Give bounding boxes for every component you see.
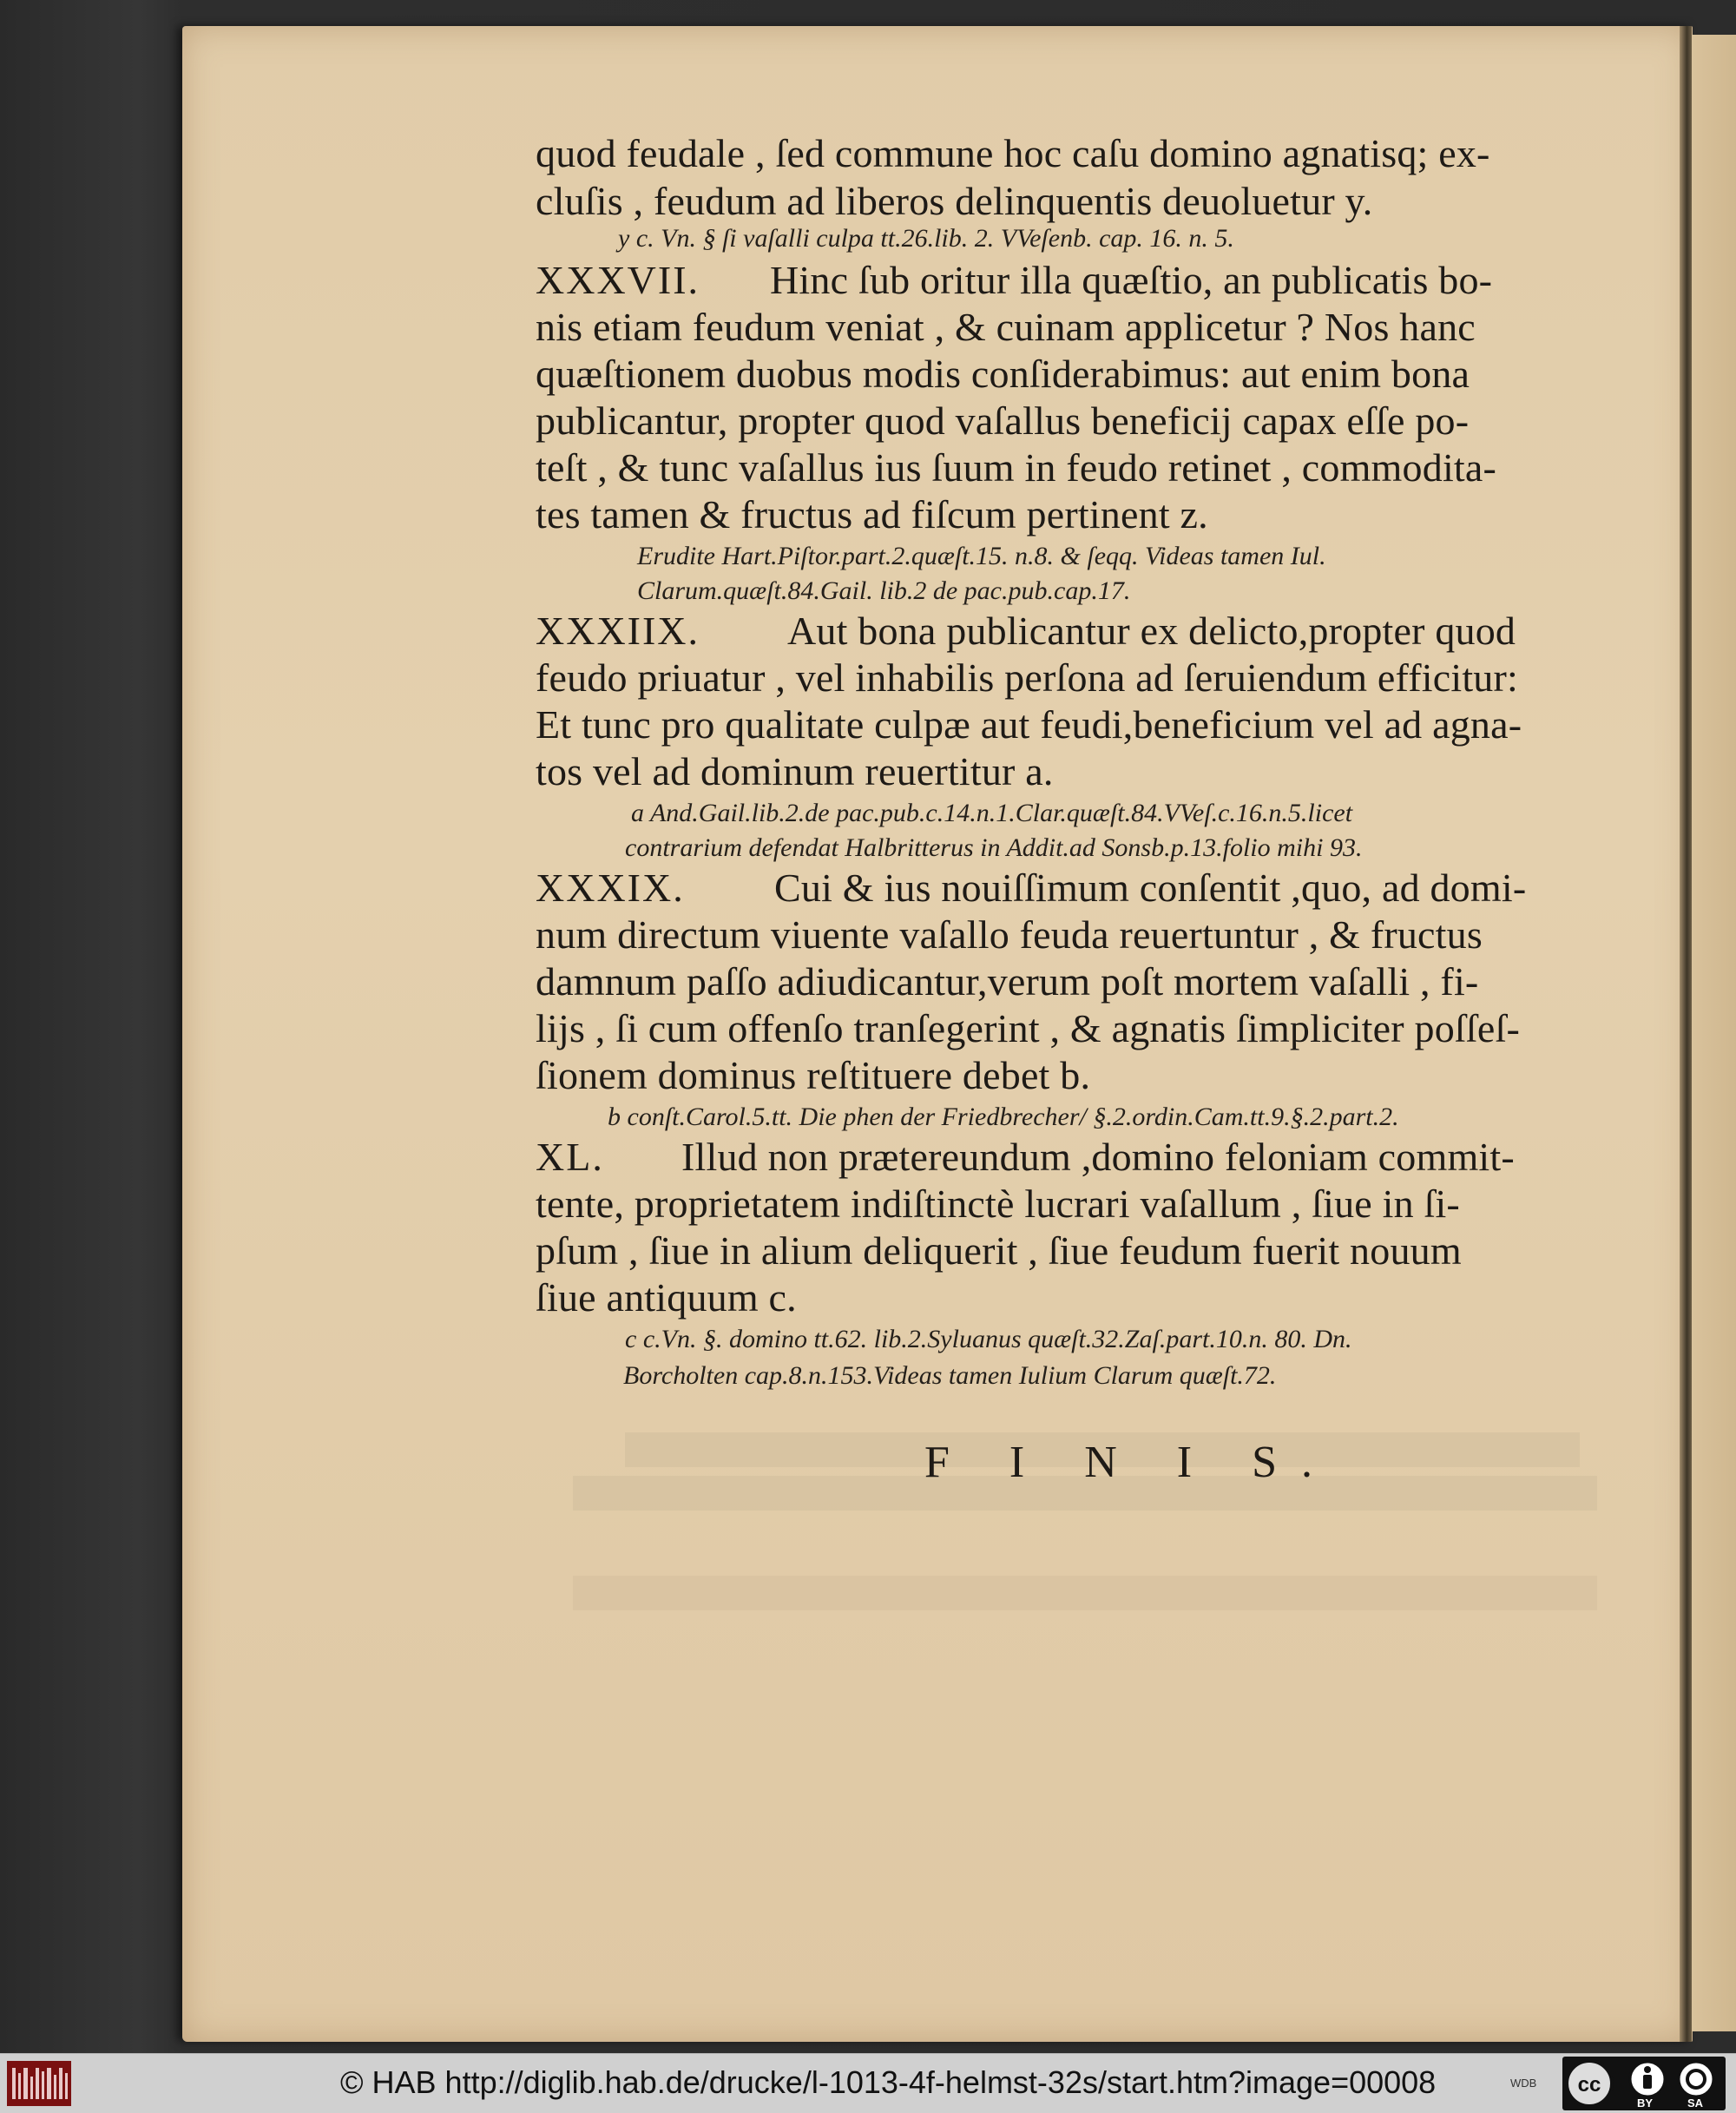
paragraph-xxxiix — [536, 608, 1516, 654]
footnote: Borcholten cap.8.n.153.Videas tamen Iulium Clarum quæſt.72. — [623, 1361, 1277, 1390]
text-line: Hinc ſub oritur illa quæſtio, an publicatis bo- — [770, 258, 1493, 302]
paragraph-xxxvii — [536, 257, 1492, 303]
text-line: feudo priuatur , vel inhabilis perſona ad ſeruiendum efficitur: — [536, 655, 1519, 700]
section-number: XXXIX. — [536, 866, 685, 910]
text-line: Illud non prætereundum ,domino feloniam commit- — [681, 1135, 1515, 1179]
text-line: tos vel ad dominum reuertitur a. — [536, 749, 1054, 793]
text-line: quæſtionem duobus modis conſiderabimus: aut enim bona — [536, 352, 1470, 396]
bleed-through — [573, 1576, 1597, 1610]
section-number: XXXVII. — [536, 258, 700, 302]
text-line: cluſis , feudum ad liberos delinquentis deuoluetur y. — [536, 179, 1373, 223]
footnote: y c. Vn. § ſi vaſalli culpa tt.26.lib. 2. VVeſenb. cap. 16. n. 5. — [618, 224, 1234, 253]
footnote: contrarium defendat Halbritterus in Addit.ad Sonsb.p.13.folio mihi 93. — [625, 833, 1363, 862]
facing-page-edge — [1692, 35, 1736, 2031]
footnote: Erudite Hart.Piſtor.part.2.quæſt.15. n.8. & ſeqq. Videas tamen Iul. — [637, 542, 1326, 570]
text-line: teſt , & tunc vaſallus ius ſuum in feudo retinet , commodita- — [536, 445, 1497, 490]
viewer-footer — [0, 2053, 1736, 2113]
license-badge[interactable] — [1562, 2057, 1726, 2110]
footnote: b conſt.Carol.5.tt. Die phen der Friedbrecher/ §.2.ordin.Cam.tt.9.§.2.part.2. — [608, 1103, 1399, 1131]
text-line: quod feudale , ſed commune hoc caſu domino agnatisq; ex- — [536, 131, 1490, 175]
barcode-logo-icon[interactable] — [7, 2061, 71, 2106]
text-line: damnum paſſo adiudicantur,verum poſt mortem vaſalli , fi- — [536, 959, 1479, 1004]
wdb-label: WDB — [1510, 2077, 1537, 2090]
text-line: tente, proprietatem indiſtinctè lucrari vaſallum , ſiue in ſi- — [536, 1182, 1460, 1226]
svg-text:cc: cc — [1577, 2073, 1601, 2097]
text-line: pſum , ſiue in alium deliquerit , ſiue feudum fuerit nouum — [536, 1228, 1462, 1273]
text-line: tes tamen & fructus ad fiſcum pertinent z. — [536, 492, 1208, 536]
footnote: a And.Gail.lib.2.de pac.pub.c.14.n.1.Clar.quæſt.84.VVeſ.c.16.n.5.licet — [631, 799, 1353, 827]
text-line: nis etiam feudum veniat , & cuinam applicetur ? Nos hanc — [536, 305, 1476, 349]
footnote: c c.Vn. §. domino tt.62. lib.2.Syluanus quæſt.32.Zaſ.part.10.n. 80. Dn. — [625, 1325, 1352, 1353]
text-line: ſiue antiquum c. — [536, 1275, 797, 1320]
text-line: ſionem dominus reſtituere debet b. — [536, 1053, 1091, 1097]
text-line: num directum viuente vaſallo feuda reuertuntur , & fructus — [536, 912, 1483, 957]
license-sa-label: SA — [1687, 2097, 1704, 2110]
license-by-label: BY — [1637, 2097, 1654, 2110]
finis-heading: F I N I S. — [924, 1438, 1338, 1487]
section-number: XL. — [536, 1135, 604, 1179]
creative-commons-icon — [1562, 2057, 1616, 2110]
paragraph-xxxix — [536, 865, 1526, 911]
text-line: publicantur, propter quod vaſallus beneficij capax eſſe po- — [536, 398, 1470, 443]
book-gutter — [1680, 26, 1692, 2042]
text-line: Cui & ius nouiſſimum conſentit ,quo, ad domi- — [774, 866, 1527, 910]
text-line: lijs , ſi cum offenſo tranſegerint , & agnatis ſimpliciter poſſeſ- — [536, 1006, 1520, 1050]
footnote: Clarum.quæſt.84.Gail. lib.2 de pac.pub.cap.17. — [637, 576, 1131, 605]
attribution-icon — [1627, 2058, 1668, 2100]
paragraph-xl — [536, 1134, 1515, 1180]
text-line: Aut bona publicantur ex delicto,propter quod — [787, 609, 1516, 653]
source-link[interactable]: © HAB http://diglib.hab.de/drucke/l-1013-4f-helmst-32s/start.htm?image=00008 — [340, 2064, 1437, 2100]
section-number: XXXIIX. — [536, 609, 700, 653]
share-alike-icon — [1675, 2058, 1717, 2100]
text-line: Et tunc pro qualitate culpæ aut feudi,beneficium vel ad agna- — [536, 702, 1522, 747]
